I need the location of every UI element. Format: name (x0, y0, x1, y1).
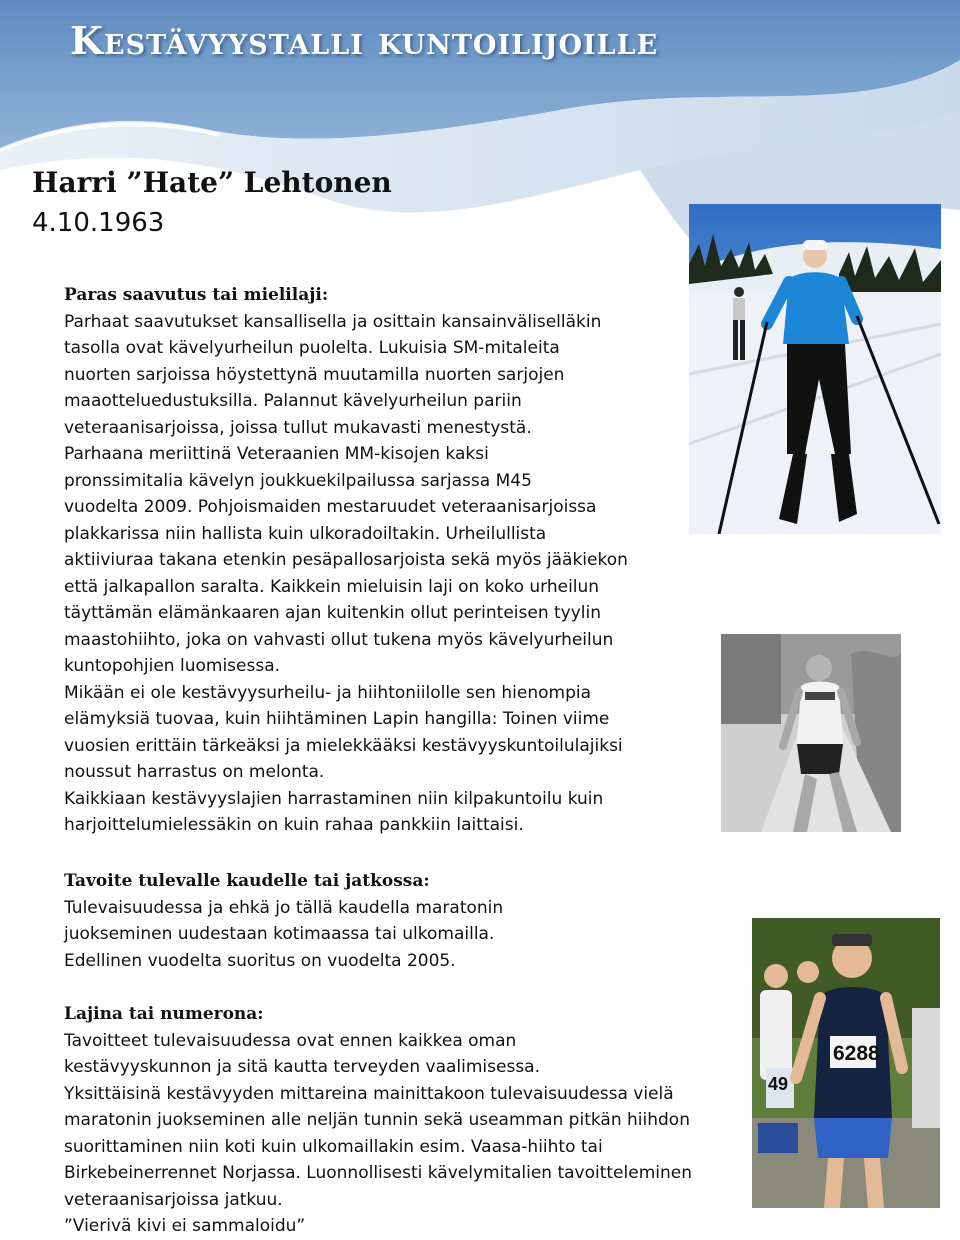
text-line: Parhaat saavutukset kansallisella ja osittain kansainväliselläkin (64, 311, 602, 332)
text-line: elämyksiä tuovaa, kuin hiihtäminen Lapin hangilla: Toinen viime (64, 709, 610, 729)
text-line: pronssimitalia kävelyn joukkuekilpailussa sarjassa M45 (64, 470, 532, 491)
text-line: veteraanisarjoissa jatkuu. (64, 1189, 283, 1210)
person-name: Harri ”Hate” Lehtonen (32, 166, 392, 199)
race-bib-number: 6288 (833, 1042, 880, 1065)
text-line: noussut harrastus on melonta. (64, 762, 325, 782)
goal-section (64, 868, 503, 974)
achievement-heading: Paras saavutus tai mielilaji: (64, 285, 329, 305)
numbers-heading: Lajina tai numerona: (64, 1004, 264, 1024)
page-title: Kestävyystalli kuntoilijoille (70, 18, 659, 63)
text-line: täyttämän elämänkaaren ajan kuitenkin ollut perinteisen tyylin (64, 603, 602, 623)
text-line: veteraanisarjoissa, joissa tullut mukavasti menestystä. (64, 417, 532, 438)
text-line: harjoittelumielessäkin on kuin rahaa pankkiin laittaisi. (64, 815, 524, 835)
text-line: kuntopohjien luomisessa. (64, 656, 281, 676)
text-line: juokseminen uudestaan kotimaassa tai ulkomailla. (64, 924, 495, 944)
text-line: Edellinen vuodelta suoritus on vuodelta 2005. (64, 950, 456, 971)
skiing-photo (689, 204, 941, 534)
text-line: Tavoitteet tulevaisuudessa ovat ennen kaikkea oman (64, 1030, 517, 1051)
text-line: vuosien erittäin tärkeäksi ja mielekkääksi kestävyyskuntoilulajiksi (64, 735, 623, 756)
text-line: ”Vierivä kivi ei sammaloidu” (64, 1216, 306, 1236)
text-line: Yksittäisinä kestävyyden mittareina mainittakoon tulevaisuudessa vielä (64, 1083, 674, 1104)
numbers-section (64, 1001, 692, 1240)
text-line: aktiiviuraa takana etenkin pesäpallosarjoista sekä myös jääkiekon (64, 550, 628, 570)
text-line: Parhaana meriittinä Veteraanien MM-kisojen kaksi (64, 444, 489, 464)
text-line: että jalkapallon saralta. Kaikkein mieluisin laji on koko urheilun (64, 576, 600, 597)
marathon-photo (752, 918, 940, 1208)
text-line: plakkarissa niin hallista kuin ulkoradoiltakin. Urheilullista (64, 523, 547, 544)
partial-bib-number: 49 (768, 1074, 789, 1094)
text-line: suorittaminen niin koti kuin ulkomaillakin esim. Vaasa-hiihto tai (64, 1136, 603, 1157)
text-line: maastohiihto, joka on vahvasti ollut tukena myös kävelyurheilun (64, 629, 614, 650)
achievement-section (64, 282, 628, 839)
text-line: Mikään ei ole kestävyysurheilu- ja hiihtoniilolle sen hienompia (64, 682, 592, 703)
text-line: kestävyyskunnon ja sitä kautta terveyden vaalimisessa. (64, 1057, 540, 1077)
text-line: vuodelta 2009. Pohjoismaiden mestaruudet veteraanisarjoissa (64, 497, 597, 517)
goal-heading: Tavoite tulevalle kaudelle tai jatkossa: (64, 871, 430, 891)
person-birthdate: 4.10.1963 (32, 208, 165, 238)
text-line: nuorten sarjoissa höystettynä muutamilla nuorten sarjojen (64, 364, 565, 385)
text-line: tasolla ovat kävelyurheilun puolelta. Lukuisia SM-mitaleita (64, 338, 560, 358)
text-line: maaotteluedustuksilla. Palannut kävelyurheilun pariin (64, 391, 522, 411)
text-line: Kaikkiaan kestävyyslajien harrastaminen niin kilpakuntoilu kuin (64, 788, 604, 809)
text-line: maratonin juokseminen alle neljän tunnin sekä useamman pitkän hiihdon (64, 1110, 690, 1130)
text-line: Birkebeinerrennet Norjassa. Luonnollisesti kävelymitalien tavoitteleminen (64, 1163, 692, 1183)
text-line: Tulevaisuudessa ja ehkä jo tällä kaudella maratonin (64, 897, 504, 918)
walker-photo-bw (721, 634, 901, 832)
